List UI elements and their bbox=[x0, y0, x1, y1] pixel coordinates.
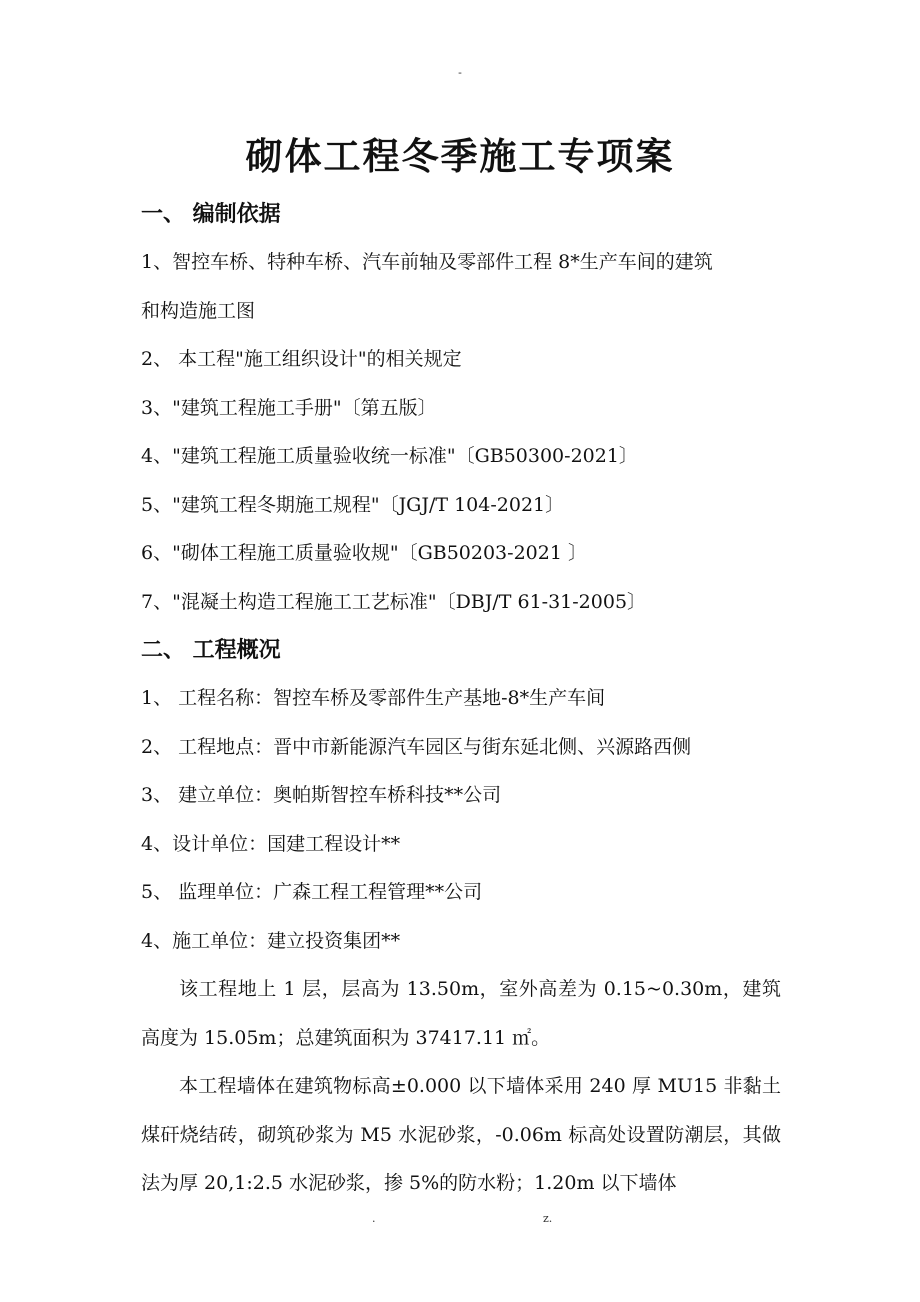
overview-line: 4、设计单位：国建工程设计** bbox=[141, 832, 401, 855]
overview-line: 3、 建立单位：奥帕斯智控车桥科技**公司 bbox=[141, 784, 502, 806]
overview-line: 2、 工程地点：晋中市新能源汽车园区与街东延北侧、兴源路西侧 bbox=[141, 735, 692, 758]
overview-paragraph: 该工程地上 1 层，层高为 13.50m，室外高差为 0.15~0.30m，建筑高度为 15.05m；总建筑面积为 37417.11 ㎡。 bbox=[141, 978, 781, 1049]
overview-line: 1、 工程名称：智控车桥及零部件生产基地-8*生产车间 bbox=[141, 687, 606, 709]
section-heading-basis: 一、 编制依据 bbox=[141, 201, 281, 227]
document-body bbox=[141, 190, 781, 1208]
basis-line: 7、"混凝土构造工程施工工艺标准"〔DBJ/T 61-31-2005〕 bbox=[141, 590, 647, 613]
footer-left-mark: . bbox=[372, 1212, 376, 1225]
overview-line: 5、 监理单位：广森工程工程管理**公司 bbox=[141, 881, 483, 903]
basis-line: 6、"砌体工程施工质量验收规"〔GB50203-2021 〕 bbox=[141, 542, 587, 564]
basis-line: 3、"建筑工程施工手册"〔第五版〕 bbox=[141, 396, 437, 419]
basis-line: 1、智控车桥、特种车桥、汽车前轴及零部件工程 8*生产车间的建筑 bbox=[141, 251, 713, 273]
overview-line: 4、施工单位：建立投资集团** bbox=[141, 929, 401, 952]
overview-paragraph: 本工程墙体在建筑物标高±0.000 以下墙体采用 240 厚 MU15 非黏土煤矸烧结砖，砌筑砂浆为 M5 水泥砂浆，-0.06m 标高处设置防潮层，其做法为厚 20,1:2.5 水泥砂浆，掺 5%的防水粉；1.20m 以下墙体 bbox=[141, 1075, 781, 1194]
basis-line: 4、"建筑工程施工质量验收统一标准"〔GB50300-2021〕 bbox=[141, 445, 638, 467]
header-mark: - bbox=[458, 66, 462, 79]
basis-line: 和构造施工图 bbox=[141, 299, 256, 322]
footer-right-mark: z. bbox=[543, 1212, 553, 1225]
page-title: 砌体工程冬季施工专项案 bbox=[245, 134, 675, 178]
basis-line: 2、 本工程"施工组织设计"的相关规定 bbox=[141, 348, 462, 370]
section-heading-overview: 二、 工程概况 bbox=[141, 637, 281, 663]
basis-line: 5、"建筑工程冬期施工规程"〔JGJ/T 104-2021〕 bbox=[141, 493, 565, 516]
